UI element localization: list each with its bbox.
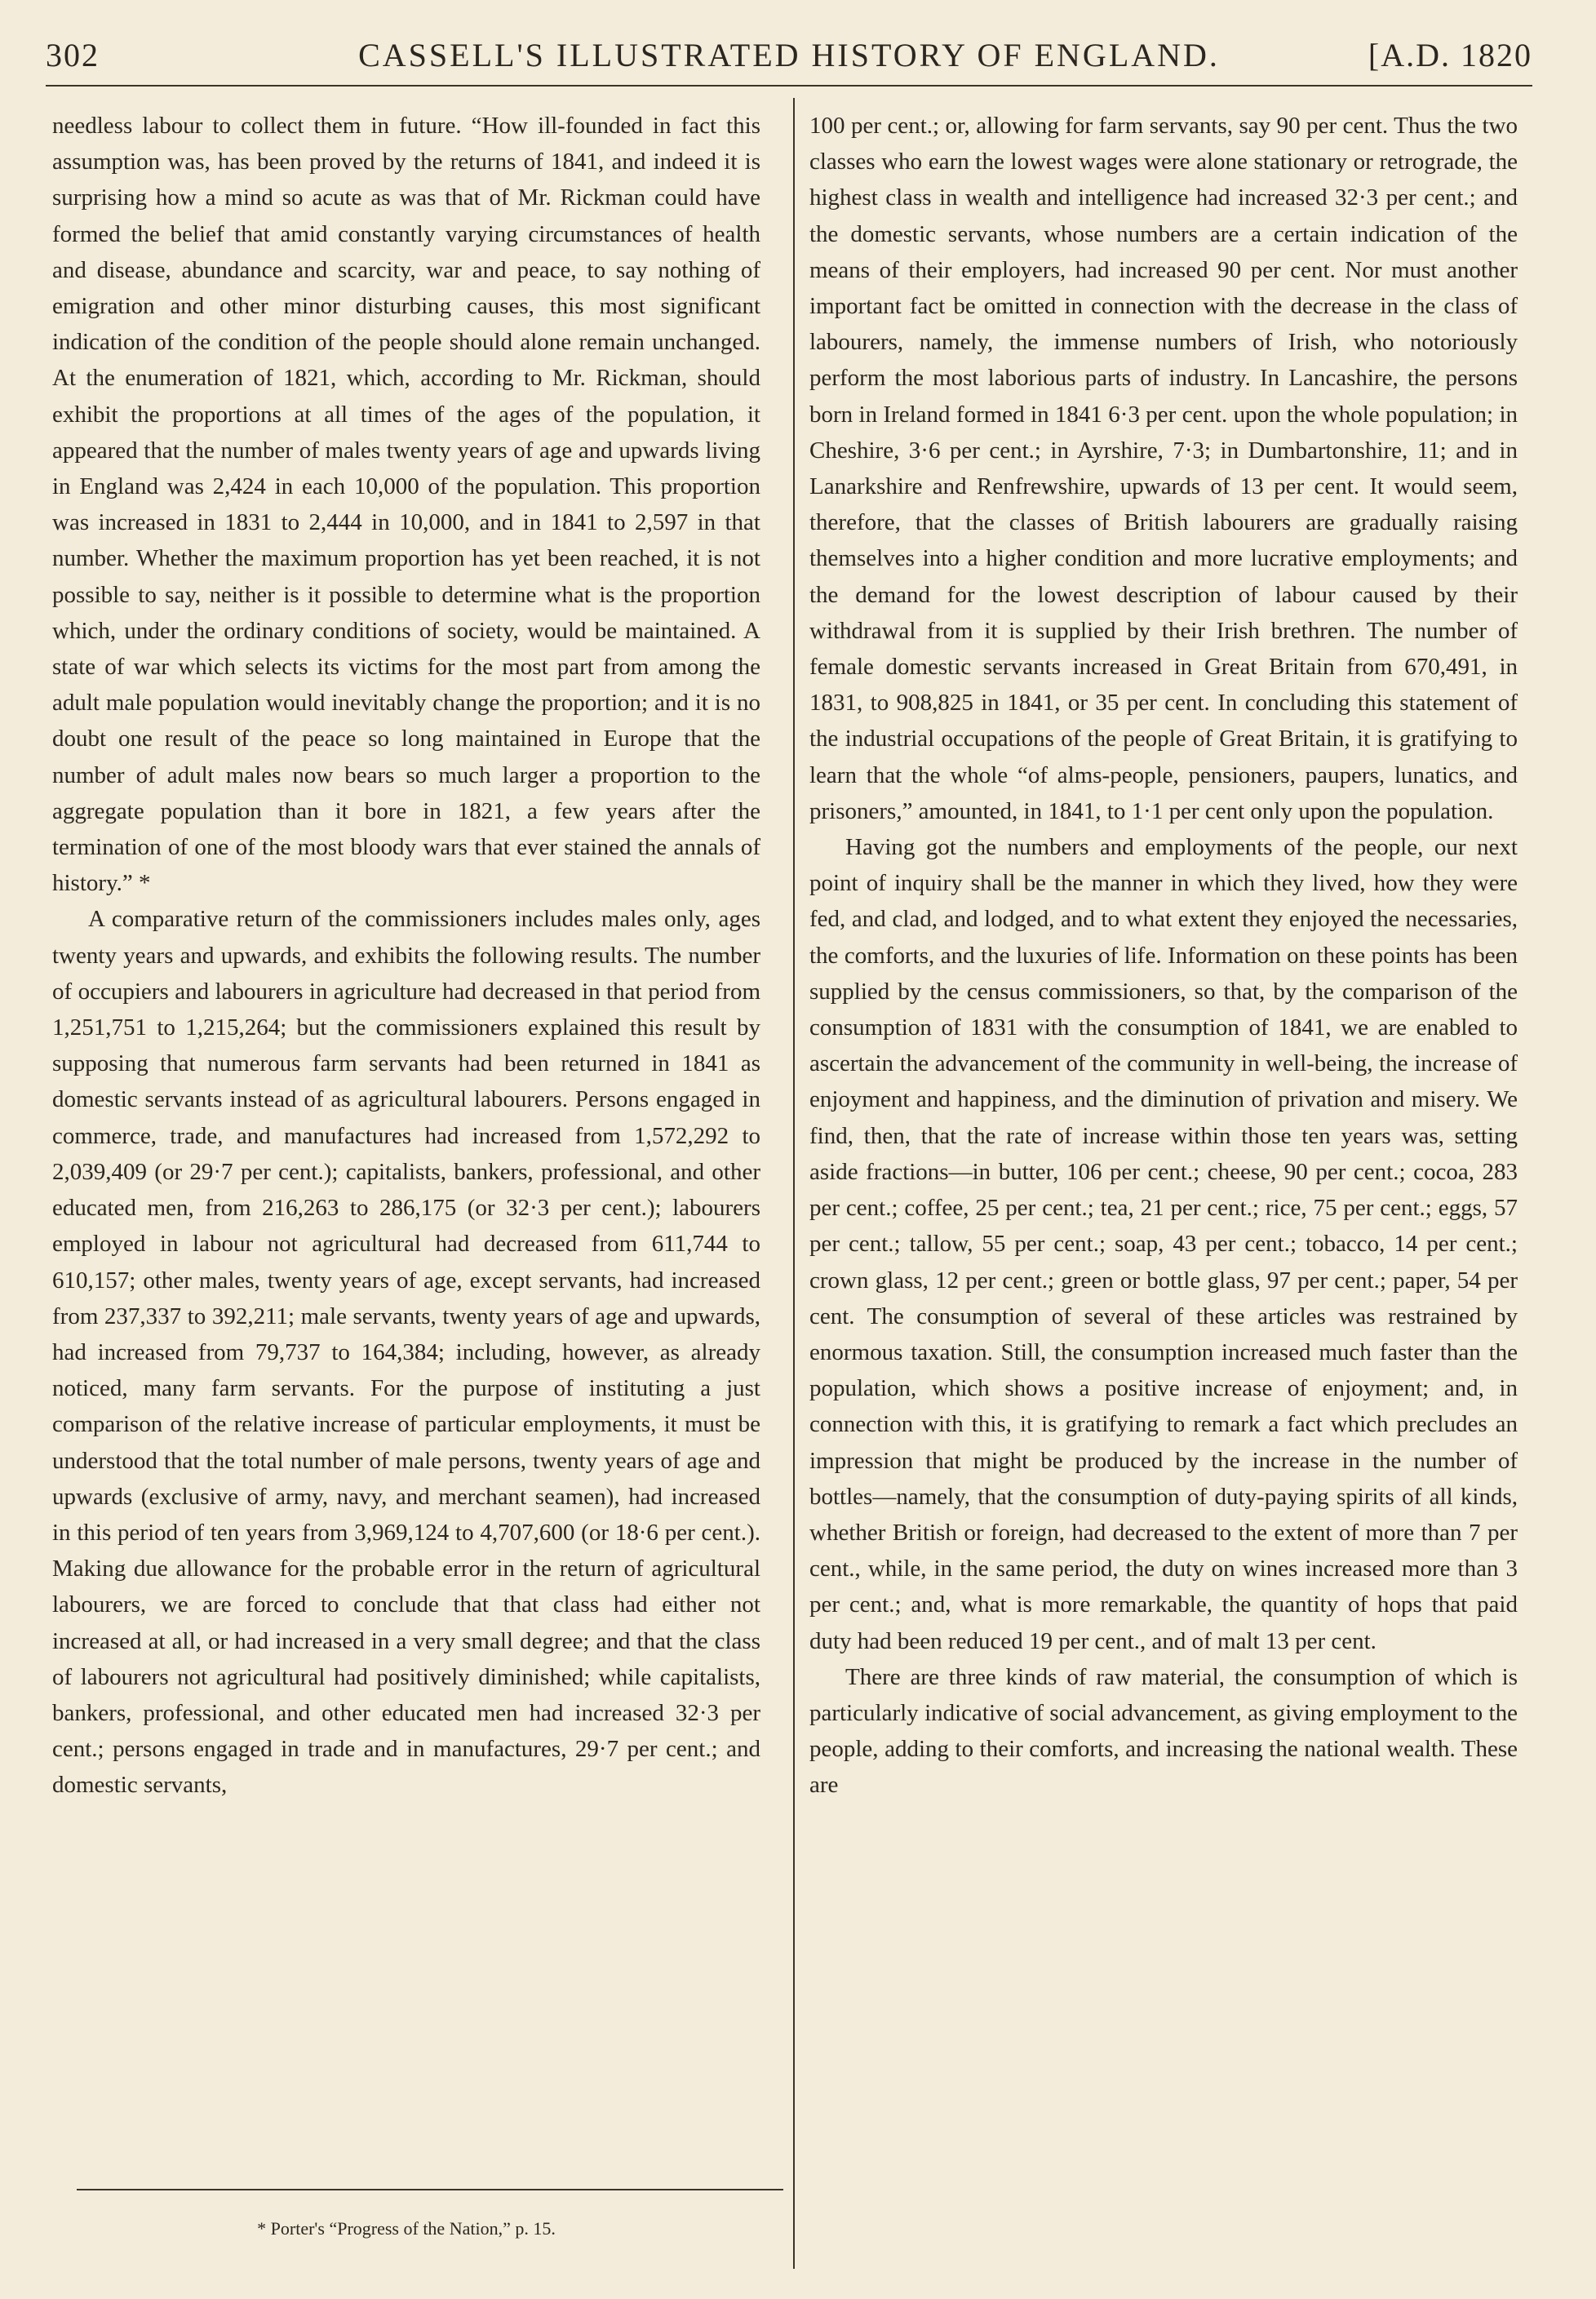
running-header <box>46 29 1532 78</box>
paragraph: 100 per cent.; or, allowing for farm servants, say 90 per cent. Thus the two classes who earn the lowest wages were alone stationary or retrograde, the highest class in wealth and intelligence had increased 32·3 per cent.; and the domestic servants, whose numbers are a certain indication of the means of their employers, had increased 90 per cent. Nor must another important fact be omitted in connection with the decrease in the class of labourers, namely, the immense numbers of Irish, who notoriously perform the most laborious parts of industry. In Lancashire, the persons born in Ireland formed in 1841 6·3 per cent. upon the whole population; in Cheshire, 3·6 per cent.; in Ayrshire, 7·3; in Dumbartonshire, 11; and in Lanarkshire and Renfrewshire, upwards of 13 per cent. It would seem, therefore, that the classes of British labourers are gradually raising themselves into a higher condition and more lucrative employments; and the demand for the lowest description of labour caused by their withdrawal from it is supplied by their Irish brethren. The number of female domestic servants increased in Great Britain from 670,491, in 1831, to 908,825 in 1841, or 35 per cent. In concluding this statement of the industrial occupations of the people of Great Britain, it is gratifying to learn that the whole “of alms-people, pensioners, paupers, lunatics, and prisoners,” amounted, in 1841, to 1·1 per cent only upon the population. <box>809 113 1518 824</box>
column-divider <box>793 98 795 2269</box>
running-title: CASSELL'S ILLUSTRATED HISTORY OF ENGLAND. <box>358 37 1220 73</box>
footnote: * Porter's “Progress of the Nation,” p. 15. <box>257 2218 556 2239</box>
left-column <box>52 108 760 1804</box>
page-number: 302 <box>46 37 100 73</box>
paragraph: Having got the numbers and employments of the people, our next point of inquiry shall be the manner in which they lived, how they were fed, and clad, and lodged, and to what extent they enjoyed the necessaries, the comforts, and the luxuries of life. Information on these points has been supplied by the census commissioners, so that, by the comparison of the consumption of 1831 with the consumption of 1841, we are enabled to ascertain the advancement of the community in well-being, the increase of enjoyment and happiness, and the diminution of privation and misery. We find, then, that the rate of increase within those ten years was, setting aside fractions—in butter, 106 per cent.; cheese, 90 per cent.; cocoa, 283 per cent.; coffee, 25 per cent.; tea, 21 per cent.; rice, 75 per cent.; eggs, 57 per cent.; tallow, 55 per cent.; soap, 43 per cent.; tobacco, 14 per cent.; crown glass, 12 per cent.; green or bottle glass, 97 per cent.; paper, 54 per cent. The consumption of several of these articles was restrained by enormous taxation. Still, the consumption increased much faster than the population, which shows a positive increase of enjoyment; and, in connection with this, it is gratifying to remark a fact which precludes an impression that might be produced by the increase in the number of bottles—namely, that the consumption of duty-paying spirits of all kinds, whether British or foreign, had decreased to the extent of more than 7 per cent., while, in the same period, the duty on wines increased more than 3 per cent.; and, what is more remarkable, the quantity of hops that paid duty had been reduced 19 per cent., and of malt 13 per cent. <box>809 834 1518 1654</box>
footnote-rule <box>77 2189 783 2190</box>
paragraph: needless labour to collect them in future. “How ill-founded in fact this assumption was, has been proved by the returns of 1841, and indeed it is surprising how a mind so acute as was that of Mr. Rickman could have formed the belief that amid constantly varying circumstances of health and disease, abundance and scarcity, war and peace, to say nothing of emigration and other minor disturbing causes, this most significant indication of the condition of the people should alone remain unchanged. At the enumeration of 1821, which, according to Mr. Rickman, should exhibit the proportions at all times of the ages of the population, it appeared that the number of males twenty years of age and upwards living in England was 2,424 in each 10,000 of the population. This proportion was increased in 1831 to 2,444 in 10,000, and in 1841 to 2,597 in that number. Whether the maximum proportion has yet been reached, it is not possible to say, neither is it possible to determine what is the proportion which, under the ordinary conditions of society, would be maintained. A state of war which selects its victims for the most part from among the adult male population would inevitably change the proportion; and it is no doubt one result of the peace so long maintained in Europe that the number of adult males now bears so much larger a proportion to the aggregate population than it bore in 1821, a few years after the termination of one of the most bloody wars that ever stained the annals of history.” * <box>52 113 760 897</box>
header-date: [A.D. 1820 <box>1368 37 1532 73</box>
paragraph: A comparative return of the commissioners includes males only, ages twenty years and upwards, and exhibits the following results. The number of occupiers and labourers in agriculture had decreased in that period from 1,251,751 to 1,215,264; but the commissioners explained this result by supposing that numerous farm servants had been returned in 1841 as domestic servants instead of as agricultural labourers. Persons engaged in commerce, trade, and manufactures had increased from 1,572,292 to 2,039,409 (or 29·7 per cent.); capitalists, bankers, professional, and other educated men, from 216,263 to 286,175 (or 32·3 per cent.); labourers employed in labour not agricultural had decreased from 611,744 to 610,157; other males, twenty years of age, except servants, had increased from 237,337 to 392,211; male servants, twenty years of age and upwards, had increased from 79,737 to 164,384; including, however, as already noticed, many farm servants. For the purpose of instituting a just comparison of the relative increase of particular employments, it must be understood that the total number of male persons, twenty years of age and upwards (exclusive of army, navy, and merchant seamen), had increased in this period of ten years from 3,969,124 to 4,707,600 (or 18·6 per cent.). Making due allowance for the probable error in the return of agricultural labourers, we are forced to conclude that that class had either not increased at all, or had increased in a very small degree; and that the class of labourers not agricultural had positively diminished; while capitalists, bankers, professional, and other educated men had increased 32·3 per cent.; persons engaged in trade and in manufactures, 29·7 per cent.; and domestic servants, <box>52 906 760 1799</box>
paragraph: There are three kinds of raw material, the consumption of which is particularly indicative of social advancement, as giving employment to the people, adding to their comforts, and increasing the national wealth. These are <box>809 1663 1518 1799</box>
header-rule <box>46 85 1532 87</box>
right-column <box>809 108 1518 1804</box>
